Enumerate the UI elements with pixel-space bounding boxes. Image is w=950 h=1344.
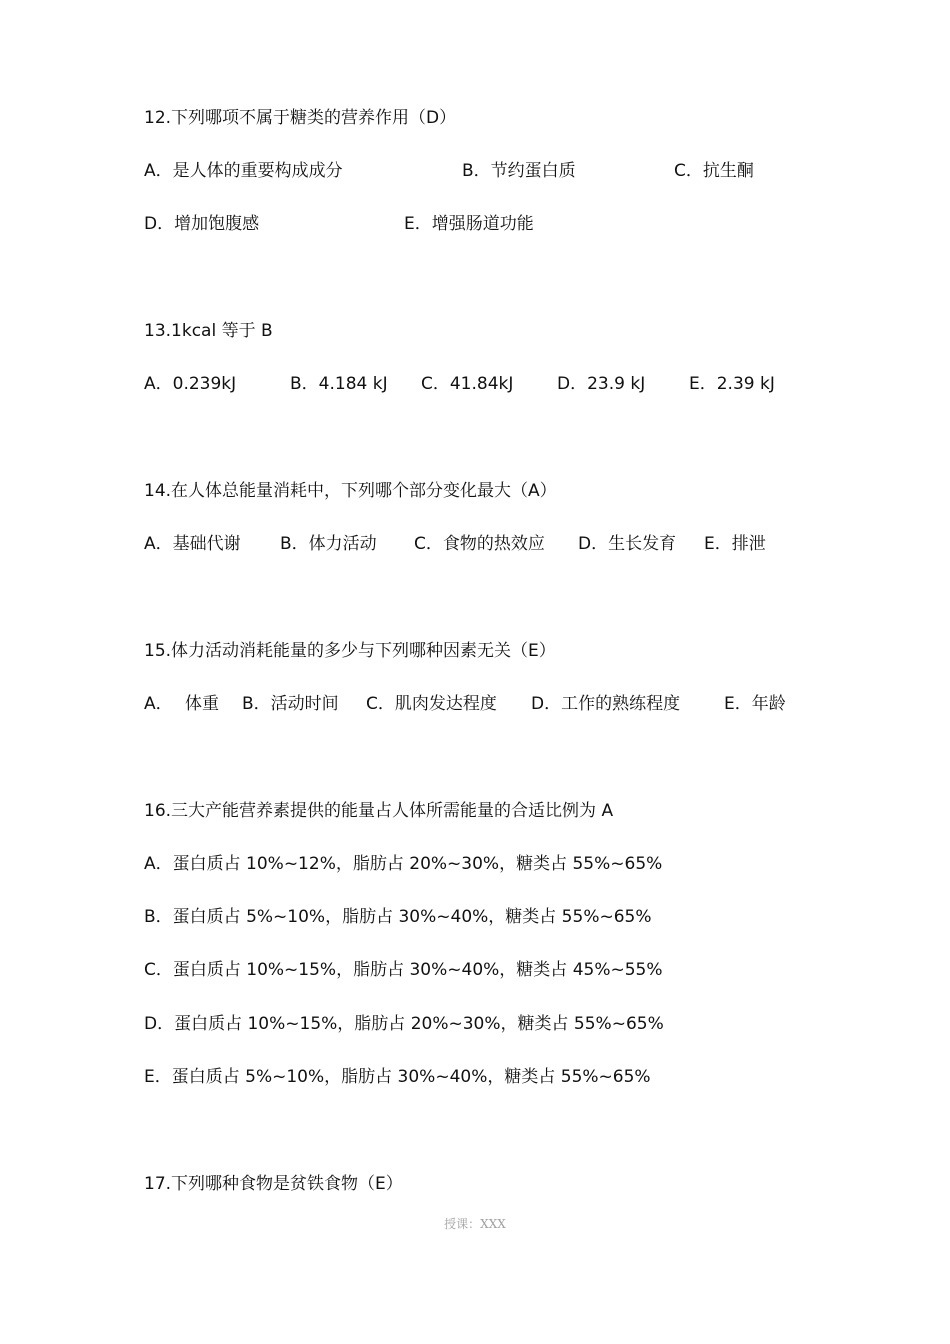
question-13-option-e: E．2.39 kJ — [689, 374, 775, 394]
question-16-option-b: B．蛋白质占 5%~10%，脂肪占 30%~40%，糖类占 55%~65% — [144, 907, 652, 927]
question-14-option-e: E．排泄 — [704, 534, 766, 554]
question-14-stem: 14.在人体总能量消耗中，下列哪个部分变化最大（A） — [144, 481, 557, 501]
question-16-option-a: A．蛋白质占 10%~12%，脂肪占 20%~30%，糖类占 55%~65% — [144, 854, 663, 874]
question-12-stem: 12.下列哪项不属于糖类的营养作用（D） — [144, 108, 457, 128]
question-13-stem: 13.1kcal 等于 B — [144, 321, 273, 341]
question-15-stem: 15.体力活动消耗能量的多少与下列哪种因素无关（E） — [144, 641, 556, 661]
question-15-option-d: D．工作的熟练程度 — [531, 694, 681, 714]
question-14-option-c: C．食物的热效应 — [414, 534, 545, 554]
question-13-option-c: C．41.84kJ — [421, 374, 514, 394]
question-14-option-d: D．生长发育 — [578, 534, 677, 554]
question-16-stem: 16.三大产能营养素提供的能量占人体所需能量的合适比例为 A — [144, 801, 614, 821]
page-footer: 授课：XXX — [444, 1217, 506, 1231]
question-15-option-a-letter: A． — [144, 694, 173, 714]
question-16-option-e: E．蛋白质占 5%~10%，脂肪占 30%~40%，糖类占 55%~65% — [144, 1067, 651, 1087]
question-12-option-d: D．增加饱腹感 — [144, 214, 260, 234]
question-15-option-a-text: 体重 — [185, 694, 219, 714]
question-12-option-a: A．是人体的重要构成成分 — [144, 161, 343, 181]
question-13-option-a: A．0.239kJ — [144, 374, 237, 394]
question-16-option-c: C．蛋白质占 10%~15%，脂肪占 30%~40%，糖类占 45%~55% — [144, 960, 663, 980]
question-15-option-b: B．活动时间 — [242, 694, 339, 714]
question-16-option-d: D．蛋白质占 10%~15%，脂肪占 20%~30%，糖类占 55%~65% — [144, 1014, 664, 1034]
question-15-option-e: E．年龄 — [724, 694, 786, 714]
question-15-option-c: C．肌肉发达程度 — [366, 694, 497, 714]
question-14-option-a: A．基础代谢 — [144, 534, 241, 554]
question-12-option-e: E．增强肠道功能 — [404, 214, 534, 234]
question-13-option-b: B．4.184 kJ — [290, 374, 388, 394]
question-12-option-c: C．抗生酮 — [674, 161, 754, 181]
question-14-option-b: B．体力活动 — [280, 534, 377, 554]
question-17-stem: 17.下列哪种食物是贫铁食物（E） — [144, 1174, 403, 1194]
question-13-option-d: D．23.9 kJ — [557, 374, 646, 394]
question-12-option-b: B．节约蛋白质 — [462, 161, 576, 181]
